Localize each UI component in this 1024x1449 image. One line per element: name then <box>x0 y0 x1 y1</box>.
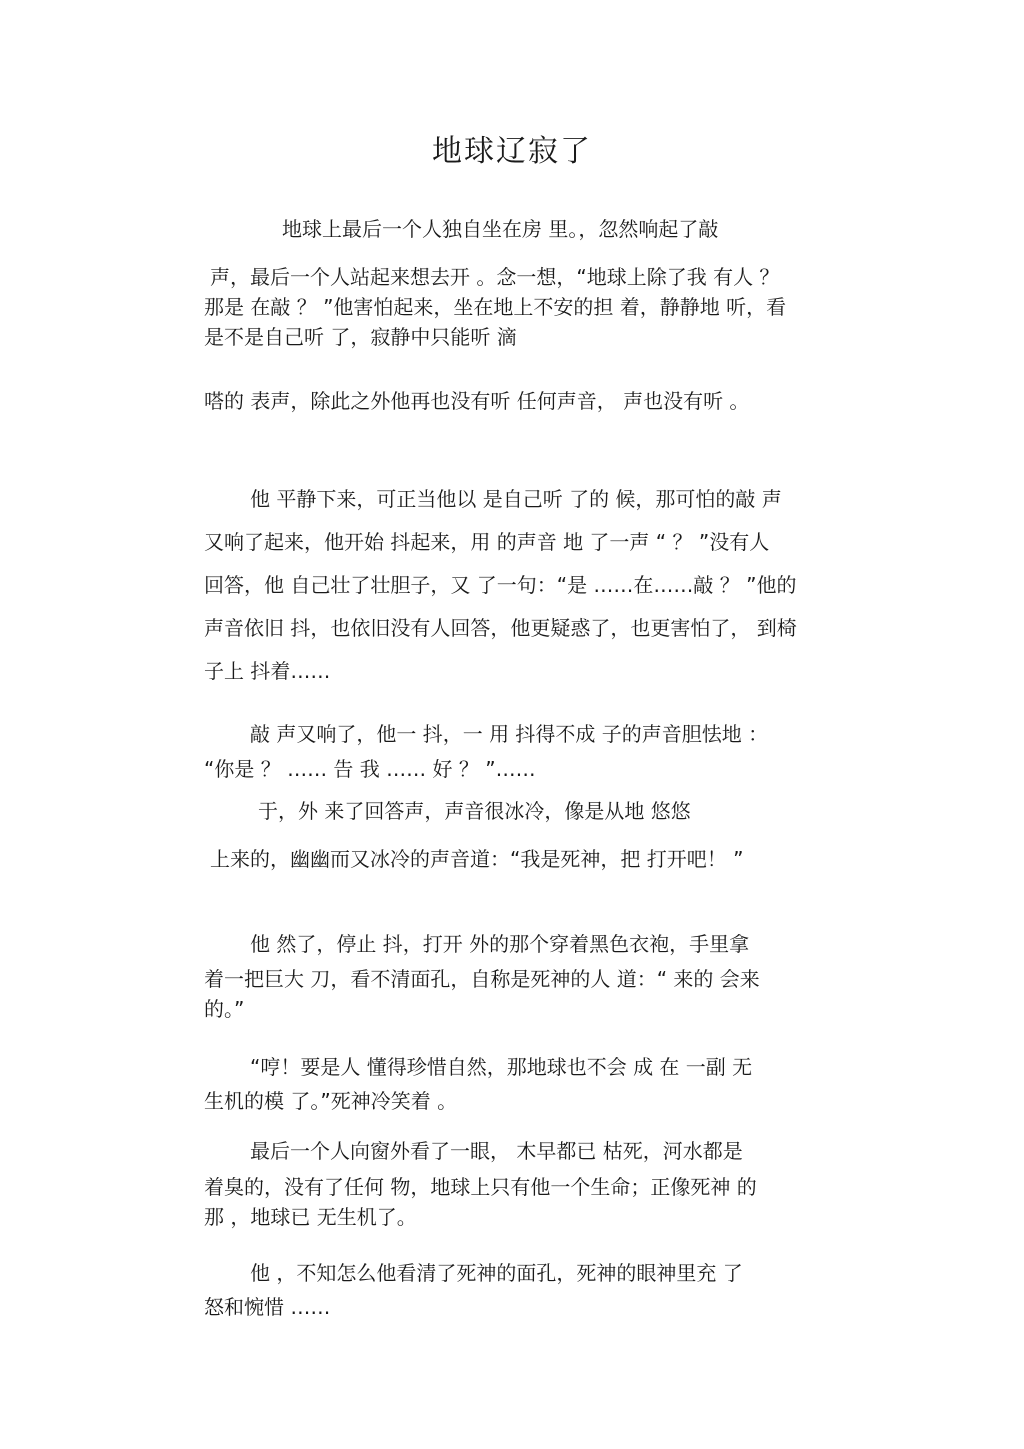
paragraph-9 <box>250 1052 890 1082</box>
paragraph-5-cont <box>204 754 844 784</box>
text-line: 那是 在敲 ？ ”他害怕起来，坐在地上不安的担 着，静静地 听，看 <box>204 295 787 319</box>
text-line: “你是 ？ …… 告 我 …… 好 ？ ”…… <box>204 757 536 781</box>
paragraph-1 <box>282 214 922 244</box>
paragraph-3 <box>204 386 844 416</box>
paragraph-9-cont <box>204 1086 844 1116</box>
text-line: 敲 声又响了，他一 抖，一 用 抖得不成 子的声音胆怯地 ： <box>250 722 769 746</box>
paragraph-2 <box>210 262 850 292</box>
paragraph-4-cont <box>204 521 844 693</box>
paragraph-5 <box>250 719 890 749</box>
paragraph-10 <box>250 1136 890 1166</box>
page-title: 地球辽寂了 <box>432 134 592 169</box>
text-line: 他 平静下来，可正当他以 是自己听 了的 候，那可怕的敲 声 <box>250 487 782 511</box>
paragraph-7 <box>210 844 850 874</box>
text-line: 最后一个人向窗外看了一眼， 木早都已 枯死，河水都是 <box>250 1139 743 1163</box>
text-line: 于，外 来了回答声，声音很冰冷，像是从地 悠悠 <box>258 799 691 823</box>
paragraph-10-cont <box>204 1172 844 1232</box>
paragraph-8 <box>250 929 890 959</box>
paragraph-11 <box>250 1258 890 1288</box>
text-line: 嗒的 表声，除此之外他再也没有听 任何声音， 声也没有听 。 <box>204 389 750 413</box>
text-line: 生机的模 了。”死神冷笑着 。 <box>204 1089 458 1113</box>
text-line: 那 ，地球已 无生机了。 <box>204 1205 417 1229</box>
text-line: 是不是自己听 了，寂静中只能听 滴 <box>204 325 517 349</box>
text-line: 他 然了，停止 抖，打开 外的那个穿着黑色衣袍，手里拿 <box>250 932 750 956</box>
paragraph-4 <box>250 478 890 521</box>
paragraph-11-cont <box>204 1292 844 1322</box>
paragraph-2-cont <box>204 292 844 352</box>
text-line: 又响了起来，他开始 抖起来，用 的声音 地 了一声 “ ？ ”没有人 <box>204 530 770 554</box>
text-line: 着一把巨大 刀，看不清面孔，自称是死神的人 道：“ 来的 会来 <box>204 967 760 991</box>
text-line: “哼！要是人 懂得珍惜自然，那地球也不会 成 在 一副 无 <box>250 1055 753 1079</box>
text-line: 怒和惋惜 …… <box>204 1295 331 1319</box>
text-line: 上来的，幽幽而又冰冷的声音道：“我是死神，把 打开吧！ ” <box>210 847 744 871</box>
text-line: 地球上最后一个人独自坐在房 里。，忽然响起了敲 <box>282 217 719 241</box>
paragraph-8-cont <box>204 964 844 1024</box>
text-line: 的。” <box>204 997 245 1021</box>
text-line: 声，最后一个人站起来想去开 。念一想，“地球上除了我 有人 ？ <box>210 265 780 289</box>
text-line: 子上 抖着…… <box>204 659 331 683</box>
text-line: 着臭的，没有了任何 物，地球上只有他一个生命；正像死神 的 <box>204 1175 757 1199</box>
text-line: 声音依旧 抖，也依旧没有人回答，他更疑惑了，也更害怕了， 到椅 <box>204 616 797 640</box>
text-line: 回答，他 自己壮了壮胆子，又 了一句：“是 ……在……敲 ？ ”他的 <box>204 573 797 597</box>
text-line: 他 ，不知怎么他看清了死神的面孔，死神的眼神里充 了 <box>250 1261 743 1285</box>
paragraph-6 <box>258 796 898 826</box>
